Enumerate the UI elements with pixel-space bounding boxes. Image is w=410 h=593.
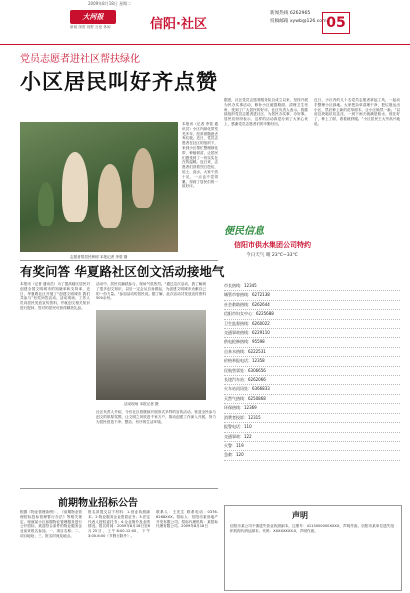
directory-row: 急救：120 bbox=[224, 451, 400, 460]
convenience-title: 便民信息 bbox=[224, 226, 264, 237]
divider bbox=[20, 488, 218, 489]
directory-row: 消费者投诉：12315 bbox=[224, 414, 400, 423]
directory-row: 环保热线：12369 bbox=[224, 404, 400, 413]
story1-headline: 小区居民叫好齐点赞 bbox=[20, 70, 218, 94]
directory-row: 交通事故：122 bbox=[224, 433, 400, 442]
directory-row: 天然气热线：6250868 bbox=[224, 395, 400, 404]
story2-photo-caption: 活动现场 本报记者 摄 bbox=[124, 402, 159, 406]
directory-row: 火车站问讯处：6366833 bbox=[224, 385, 400, 394]
directory-row: 交通事故热线：6229110 bbox=[224, 329, 400, 338]
story3-col1: 根据《物业管理条例》、《前期物业管理招标投标管理暂行办法》等相关规定，现就某小区前期物业管理服务进行公开招标，欢迎符合条件的物业服务企业前来报名参加。一、项目名称；二、项目地址；三、报名时间及地点。 bbox=[20, 510, 82, 538]
directory-row: 火警：119 bbox=[224, 442, 400, 451]
story3-col3: 联系人：王先生 联系电话：0376-6268XXX。招标人：信阳市某房地产开发有限公司。招标代理机构：某招标代理有限公司。2009年8月18日 bbox=[156, 510, 218, 529]
notice-title: 声明 bbox=[292, 511, 308, 520]
notice-body: 信阳市某公司不慎遗失营业执照副本，注册号：4115000000XXXX，声明作废。信阳市某单位遗失组织机构代码证副本，代码：XXXXXXXX-X，声明作废。 bbox=[230, 524, 394, 533]
story1-photo bbox=[20, 122, 178, 252]
issue-date: 2009年8月18日 星期二 bbox=[88, 1, 132, 6]
story2-headline: 有奖问答 华夏路社区创文活动接地气 bbox=[20, 264, 225, 279]
weather-line: 今日天气 晴 23℃~33℃ bbox=[246, 253, 298, 258]
directory-row: 自来水热线：6222531 bbox=[224, 348, 400, 357]
convenience-info-box bbox=[224, 222, 400, 262]
hotline-block bbox=[270, 10, 327, 26]
directory-row: 市长热线：12345 bbox=[224, 282, 400, 291]
logo-subline: 新闻 深度 视野 言论 休闲 bbox=[70, 25, 111, 29]
sponsor-line: 信阳市供水集团公司特约 bbox=[234, 241, 311, 249]
directory-row: 长途汽车站：6262066 bbox=[224, 376, 400, 385]
newspaper-logo: 大河报 bbox=[70, 10, 116, 24]
directory-row: 社会救助热线：6262644 bbox=[224, 301, 400, 310]
directory-row: 城管市容热线：6272138 bbox=[224, 291, 400, 300]
directory-row: 卫生监督热线：6260022 bbox=[224, 320, 400, 329]
story1-col3: 近日，小区内的几十名党员志愿者拿起工具，一起动手整理小区绿地。大家把杂草清理干净，把垃圾运出小区，然后种上新的花草树木，让小区焕然一新。“以前这块地坑坑洼洼，一到下雨天就满是积水，现在好了，种上了树，看着就舒服。”小区居民王大爷高兴地说。 bbox=[314, 98, 400, 126]
directory-row: 报警电话：110 bbox=[224, 423, 400, 432]
story3-col2: 报名须提交以下材料：1.营业执照副本；2.物业服务企业资质证书；3.法定代表人授权委托书；4.企业简介及业绩情况。报名时间：2009年8月18日至8月25日，上午8:00-12:00，下午3:00-6:00（节假日除外）。 bbox=[88, 510, 150, 538]
story2-photo bbox=[96, 310, 206, 400]
directory-row: 供电抢修热线：95598 bbox=[224, 338, 400, 347]
page-number: 05 bbox=[322, 12, 350, 34]
story1-col2: 据悉，社区党员志愿者服务队自成立以来，坚持开展为民办实事活动，修补小区破损路面，清理卫生死角，受到了广大居民的好评。社区负责人表示，将继续组织党员志愿者进社区，为居民办实事、办好事。居民们纷纷表示，这样的活动真是办到了大家心坎上，感谢党员志愿者们的辛勤付出。 bbox=[224, 98, 308, 126]
story1-photo-caption: 志愿者帮居民种树 本报记者 李曾 摄 bbox=[70, 255, 128, 259]
directory-row: 民航售票处：6306656 bbox=[224, 367, 400, 376]
story3-headline: 前期物业招标公告 bbox=[58, 498, 138, 509]
divider bbox=[20, 260, 218, 261]
news-hotline: 新闻热线 6262965 bbox=[270, 11, 311, 16]
section-title: 信阳·社区 bbox=[150, 17, 207, 32]
story2-col3: 社区负责人介绍，今后社区将继续开展形式多样的宣传活动，营造全民参与创文的浓厚氛围，让文明之风吹进千家万户，推动创建工作深入开展，努力为居民营造干净、整洁、有序的生活环境。 bbox=[96, 410, 216, 424]
phone-directory bbox=[224, 282, 400, 461]
story2-col2: 活动中，居民们踊跃参与，现场气氛热烈。“通过这次活动，我了解到了很多创文知识，以后一定会从自身做起，为创建文明城市贡献自己的一份力量。”参加活动的居民说。据了解，此次活动共发放宣传资料500余份。 bbox=[96, 282, 206, 301]
story1-col1: 本报讯（记者 李曾 通讯员）小区内绿化带荒芜多年，经常被随意丢弃垃圾。近日，党员志愿者在社区的组织下，来到小区帮忙整理绿化带、种植树苗，让居民们感受到了一份实实在在的温暖。连日来，志愿者们顶着烈日挖坑、培土、浇水，大家干劲十足，一点也不觉得累，得到了居民们的一致好评。 bbox=[182, 122, 218, 189]
submit-email: 投稿邮箱 xywb@126.com bbox=[270, 19, 327, 24]
directory-row: 价格举报电话：12358 bbox=[224, 357, 400, 366]
directory-row: 信阳市妇女中心：6225688 bbox=[224, 310, 400, 319]
story2-col1: 本报讯（记者 通讯员）为了提高辖区居民对创建全国文明城市的知晓率和支持率，近日，华夏路社区开展了“创建文明城市 我们共参与”有奖问答活动。活动现场，工作人员向居民发放宣传资料，并就创文相关知识进行提问，答对的居民可获得精美礼品。 bbox=[20, 282, 90, 310]
story1-kicker: 党员志愿者进社区帮扶绿化 bbox=[20, 54, 140, 65]
